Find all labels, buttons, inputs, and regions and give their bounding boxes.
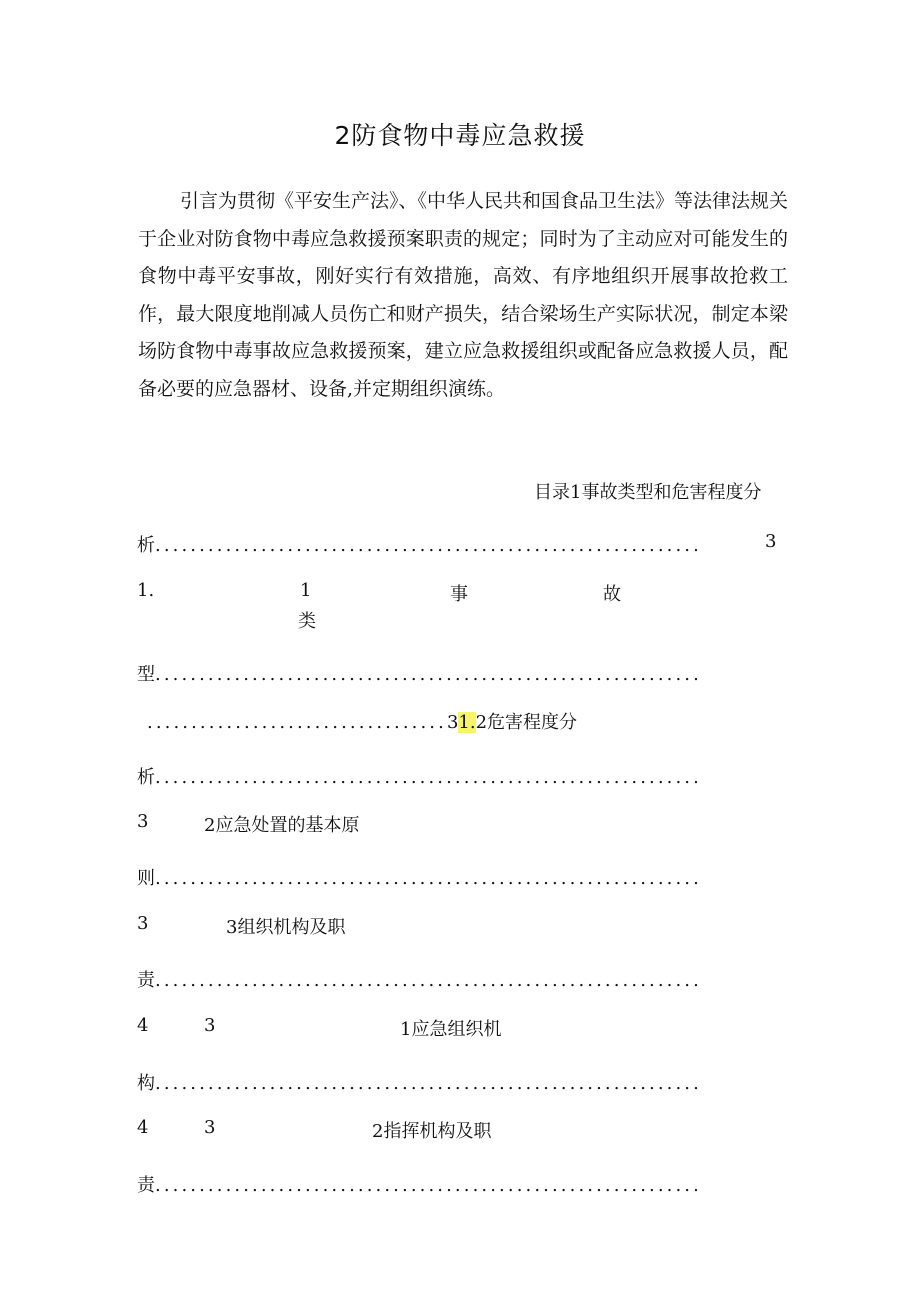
toc-entry-2-leader: .............................................................. [155,664,702,685]
document-title: 2防食物中毒应急救援 [334,121,586,150]
toc-heading: 目录1事故类型和危害程度分 [534,482,762,503]
toc-entry-12-char: 责 [137,1175,155,1196]
intro-paragraph [138,183,788,408]
toc-entry-9-section: 3 [204,1015,216,1036]
toc-entry-2-subnumber: 1 [300,580,312,601]
toc-entry-4-char: 析 [137,767,155,788]
toc-entry-8 [137,966,702,992]
toc-entry-4-leader: .............................................................. [155,767,702,788]
toc-entry-2-number: 1. [137,580,155,601]
toc-entry-10-char: 构 [137,1073,155,1094]
toc-entry-3-page: 3 [446,712,459,733]
toc-entry-11-text: 2指挥机构及职 [372,1121,492,1142]
toc-entry-7-page: 3 [137,913,149,934]
toc-entry-11-page: 4 [137,1117,149,1138]
toc-entry-7-text: 3组织机构及职 [226,917,346,938]
toc-entry-2-word-3: 类 [298,611,316,632]
toc-entry-1-char: 析 [137,535,155,556]
toc-entry-6-leader: .............................................................. [155,868,702,889]
toc-entry-2-word-2: 故 [603,584,621,605]
toc-entry-10 [137,1069,702,1095]
toc-entry-9-page: 4 [137,1015,149,1036]
toc-entry-2-char: 型 [137,664,155,685]
toc-entry-9-text: 1应急组织机 [400,1019,502,1040]
toc-entry-2-line [137,660,702,686]
toc-entry-1-leader: .............................................................. [155,535,702,556]
toc-entry-3 [147,708,577,734]
toc-entry-12 [137,1171,702,1197]
toc-entry-12-leader: .............................................................. [155,1175,702,1196]
toc-entry-6-char: 则 [137,868,155,889]
toc-entry-1-page: 3 [765,531,777,552]
toc-entry-11-section: 3 [204,1117,216,1138]
toc-entry-4 [137,763,702,789]
intro-text: 引言为贯彻《平安生产法》、《中华人民共和国食品卫生法》等法律法规关于企业对防食物中毒应急救援预案职责的规定；同时为了主动应对可能发生的食物中毒平安事故，刚好实行有效措施，高效、有序地组织开展事故抢救工作，最大限度地削减人员伤亡和财产损失，结合梁场生产实际状况，制定本梁场防食物中毒事故应急救援预案，建立应急救援组织或配备应急救援人员，配备必要的应急器材、设备,并定期组织演练。 [138,190,789,400]
toc-entry-1 [137,531,702,557]
toc-entry-8-char: 责 [137,970,155,991]
toc-entry-3-leader: .................................. [147,712,447,733]
toc-entry-8-leader: .............................................................. [155,970,702,991]
toc-entry-6 [137,864,702,890]
toc-entry-2-word-1: 事 [450,584,468,605]
toc-entry-3-highlight: 1. [458,712,476,733]
toc-entry-3-text: 2危害程度分 [475,712,578,733]
toc-entry-5-page: 3 [137,811,149,832]
toc-entry-10-leader: .............................................................. [155,1073,702,1094]
toc-entry-5-text: 2应急处置的基本原 [204,815,360,836]
